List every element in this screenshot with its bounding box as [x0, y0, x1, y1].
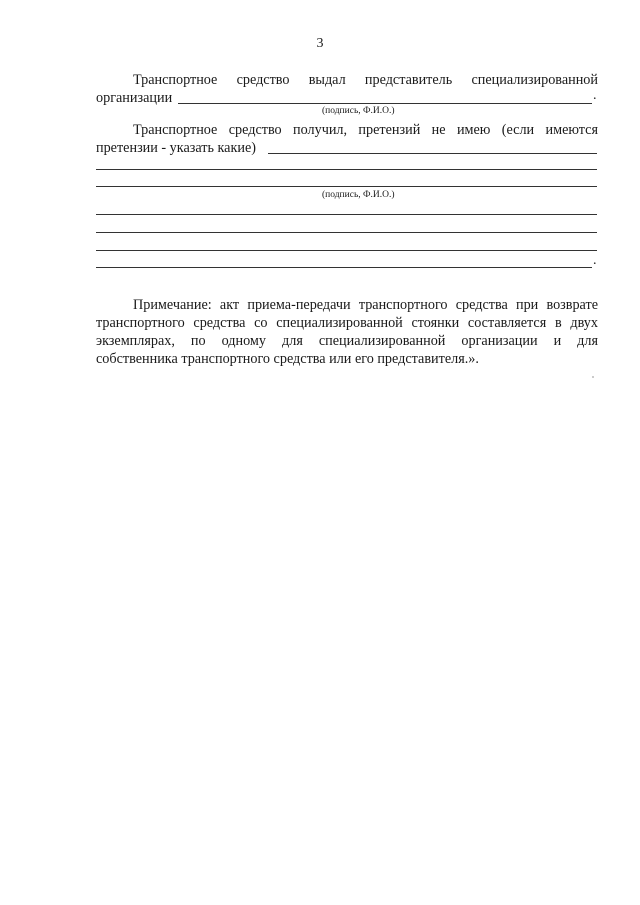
- issued-line-1: Транспортное средство выдал представитель специализированной: [133, 72, 598, 88]
- note-line-4: собственника транспортного средства или его представителя.».: [96, 351, 479, 367]
- issued-end-dot: .: [593, 88, 597, 103]
- blank-line-3: [96, 232, 597, 233]
- received-claims-line: [268, 153, 597, 154]
- received-signature-line: [96, 186, 597, 187]
- blank-line-1: [96, 169, 597, 170]
- issued-organization-label: организации: [96, 90, 173, 106]
- blank-line-4: [96, 250, 597, 251]
- issued-signature-line: [178, 103, 592, 104]
- blank-line-5: [96, 267, 592, 268]
- note-line-3: экземплярах, по одному для специализированной организации и для: [96, 333, 598, 349]
- note-line-1: Примечание: акт приема-передачи транспортного средства при возврате: [133, 297, 598, 313]
- received-end-dot: .: [593, 253, 597, 268]
- issued-signature-caption: (подпись, Ф.И.О.): [322, 106, 395, 116]
- received-claims-label: претензии - указать какие): [96, 140, 256, 156]
- received-line-1: Транспортное средство получил, претензий не имею (если имеются: [133, 122, 598, 138]
- scan-speck: [592, 376, 594, 378]
- received-signature-caption: (подпись, Ф.И.О.): [322, 190, 395, 200]
- blank-line-2: [96, 214, 597, 215]
- note-line-2: транспортного средства со специализированной стоянки составляется в двух: [96, 315, 598, 331]
- page-number: 3: [316, 36, 324, 51]
